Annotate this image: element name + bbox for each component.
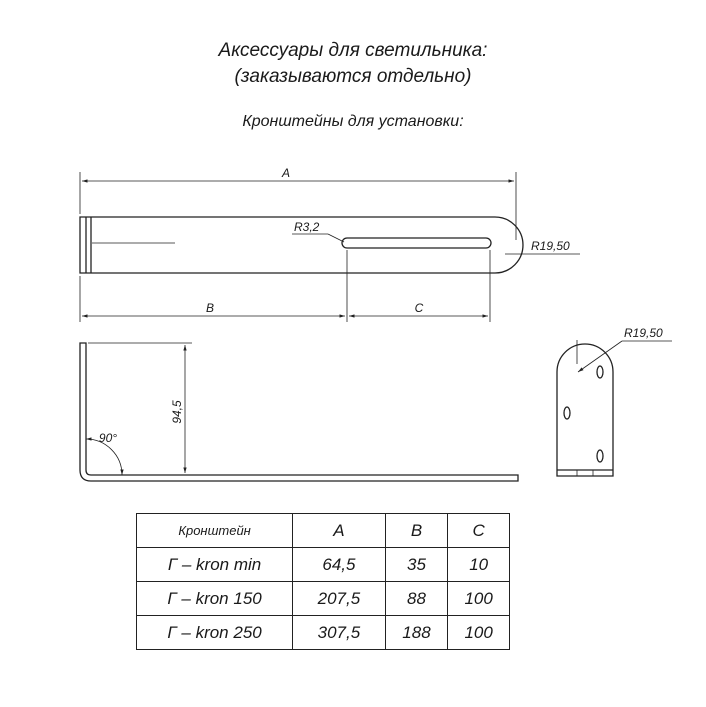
- table-row: [137, 582, 510, 616]
- radius-small-leader: [292, 234, 344, 242]
- radius-side-leader: [578, 341, 672, 372]
- radius-large-label: R19,50: [531, 239, 570, 253]
- bracket-end-view: [557, 340, 613, 476]
- hole-middle: [564, 407, 570, 419]
- table-header-row: [137, 514, 510, 548]
- header-bracket: Кронштейн: [137, 514, 293, 548]
- cell-a: 207,5: [293, 582, 386, 616]
- header-b: B: [385, 514, 448, 548]
- title-line-1: Аксессуары для светильника:: [218, 40, 488, 61]
- cell-a: 307,5: [293, 616, 386, 650]
- cell-b: 188: [385, 616, 448, 650]
- cell-c: 100: [448, 582, 510, 616]
- header-a: A: [293, 514, 386, 548]
- cell-b: 35: [385, 548, 448, 582]
- table-row: [137, 616, 510, 650]
- height-label: 94,5: [170, 400, 184, 424]
- cell-name: Г – kron 250: [137, 616, 293, 650]
- slot: [342, 238, 491, 248]
- dimension-a-label: A: [281, 166, 291, 180]
- header-c: C: [448, 514, 510, 548]
- cell-name: Г – kron min: [137, 548, 293, 582]
- radius-side-label: R19,50: [624, 326, 663, 340]
- spec-table: [136, 513, 510, 650]
- table-row: [137, 548, 510, 582]
- cell-a: 64,5: [293, 548, 386, 582]
- dimension-b-c: [80, 250, 490, 322]
- dimension-c-label: C: [414, 301, 424, 315]
- title-line-2: (заказываются отдельно): [234, 66, 472, 87]
- cell-c: 10: [448, 548, 510, 582]
- bracket-side-view: [80, 343, 518, 481]
- cell-b: 88: [385, 582, 448, 616]
- subtitle: Кронштейны для установки:: [242, 113, 464, 130]
- cell-c: 100: [448, 616, 510, 650]
- dimension-b-label: B: [205, 301, 215, 315]
- radius-small-label: R3,2: [294, 220, 320, 234]
- angle-label: 90°: [98, 431, 118, 445]
- hole-bottom: [597, 450, 603, 462]
- cell-name: Г – kron 150: [137, 582, 293, 616]
- hole-top: [597, 366, 603, 378]
